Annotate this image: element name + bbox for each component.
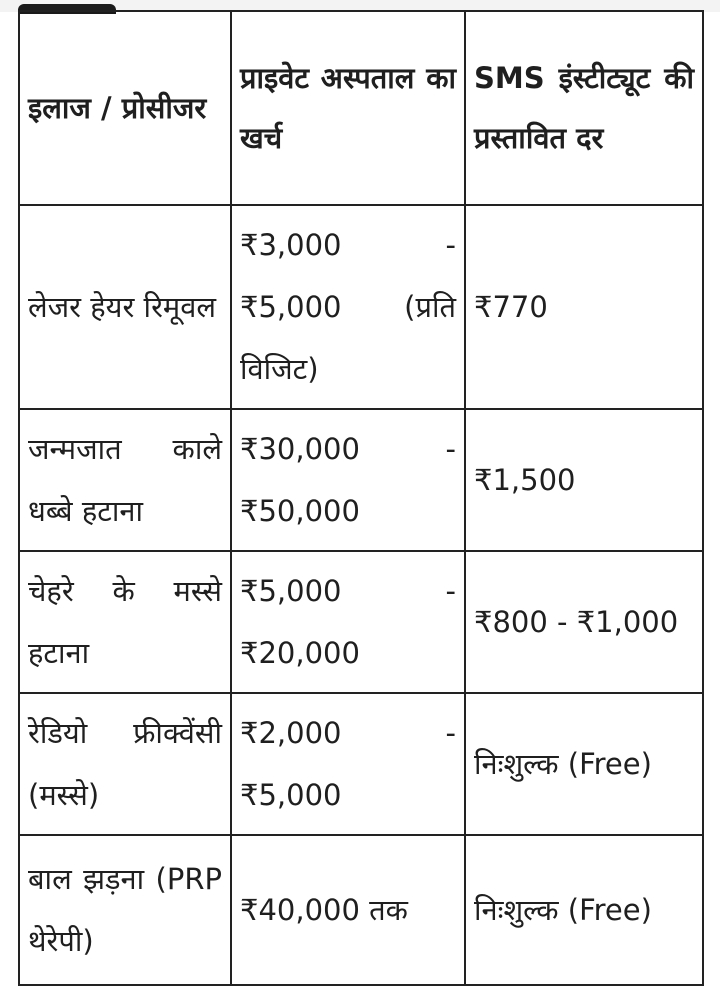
private-cost-cell: ₹5,000 - ₹20,000 <box>231 551 465 693</box>
private-cost-cell: ₹40,000 तक <box>231 835 465 985</box>
treatment-cell: लेजर हेयर रिमूवल <box>19 205 231 409</box>
table-row <box>19 205 703 409</box>
treatment-cell: बाल झड़ना (PRP थेरेपी) <box>19 835 231 985</box>
header-sms-rate: SMS इंस्टीट्यूट की प्रस्तावित दर <box>465 11 703 205</box>
treatment-cell: चेहरे के मस्से हटाना <box>19 551 231 693</box>
sms-rate-cell: निःशुल्क (Free) <box>465 693 703 835</box>
sms-rate-cell: ₹770 <box>465 205 703 409</box>
private-cost-cell: ₹30,000 - ₹50,000 <box>231 409 465 551</box>
table-row <box>19 835 703 985</box>
table-row <box>19 693 703 835</box>
table-row <box>19 551 703 693</box>
treatment-cell: रेडियो फ्रीक्वेंसी (मस्से) <box>19 693 231 835</box>
private-cost-cell: ₹3,000 - ₹5,000 (प्रति विजिट) <box>231 205 465 409</box>
private-cost-cell: ₹2,000 - ₹5,000 <box>231 693 465 835</box>
header-treatment: इलाज / प्रोसीजर <box>19 11 231 205</box>
sms-rate-cell: ₹1,500 <box>465 409 703 551</box>
sms-rate-cell: ₹800 - ₹1,000 <box>465 551 703 693</box>
price-comparison-table <box>18 10 704 986</box>
sms-rate-cell: निःशुल्क (Free) <box>465 835 703 985</box>
table-header-row <box>19 11 703 205</box>
table-row <box>19 409 703 551</box>
treatment-cell: जन्मजात काले धब्बे हटाना <box>19 409 231 551</box>
header-private-hospital-cost: प्राइवेट अस्पताल का खर्च <box>231 11 465 205</box>
